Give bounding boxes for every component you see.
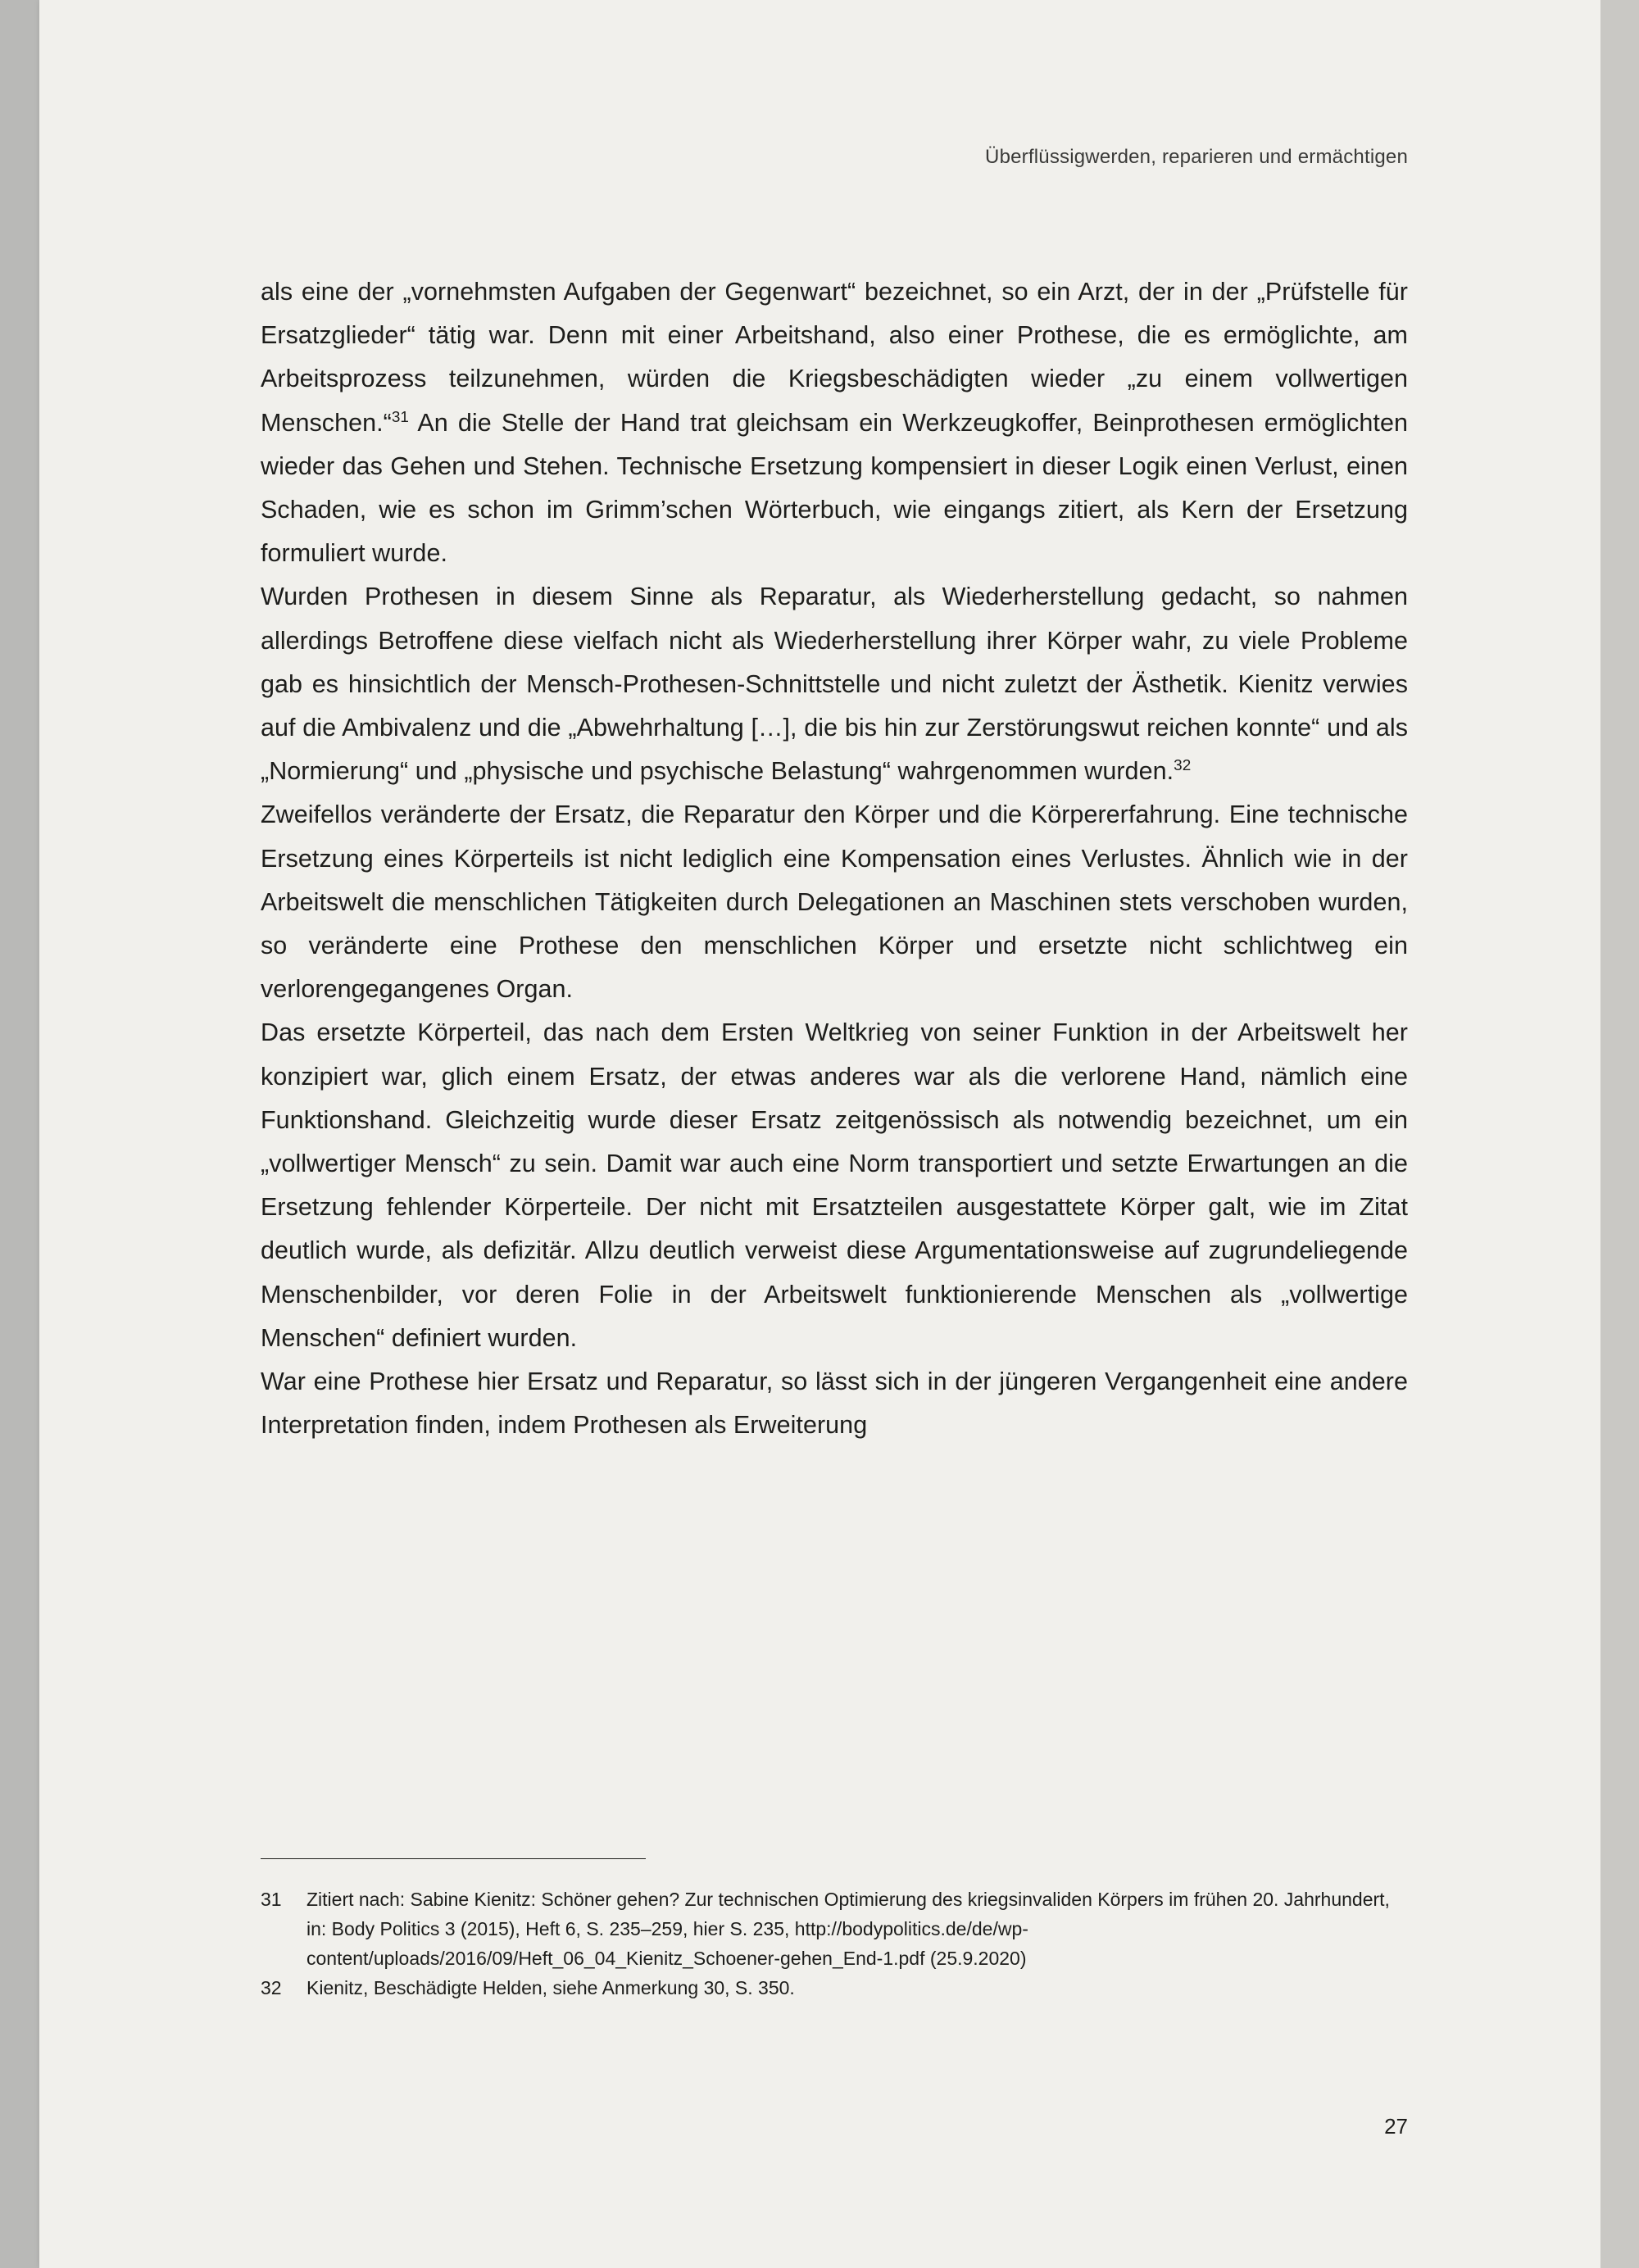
page-number: 27: [1384, 2114, 1408, 2139]
footnote-31-number: 31: [261, 1889, 282, 1910]
footnote-32-number: 32: [261, 1977, 282, 1998]
footnote-32: [261, 1973, 1408, 2003]
paragraph-1-text: als eine der „vornehmsten Aufgaben der Gegenwart“ bezeichnet, so ein Arzt, der in der „Prüfstelle für Ersatzglieder“ tätig war. Denn mit einer Arbeitshand, also einer Prothese, die es ermöglichte, am Arbeitsprozess teilzunehmen, würden die Kriegsbeschädigten wieder „zu einem vollwertigen Menschen.“: [261, 278, 1408, 437]
footnote-ref-32[interactable]: 32: [1174, 757, 1192, 775]
page-margin-left: [0, 0, 39, 2268]
paragraph-5: War eine Prothese hier Ersatz und Reparatur, so lässt sich in der jüngeren Vergangenheit eine andere Interpretation finden, indem Prothesen als Erweiterung: [261, 1368, 1408, 1440]
paragraph-4: Das ersetzte Körperteil, das nach dem Ersten Weltkrieg von seiner Funktion in der Arbeitswelt her konzipiert war, glich einem Ersatz, der etwas anderes war als die verlorene Hand, nämlich eine Funktionshand. Gleichzeitig wurde dieser Ersatz zeitgenössisch als notwendig bezeichnet, um ein „vollwertiger Mensch“ zu sein. Damit war auch eine Norm transportiert und setzte Erwartungen an die Ersetzung fehlender Körperteile. Der nicht mit Ersatzteilen ausgestattete Körper galt, wie im Zitat deutlich wurde, als defizitär. Allzu deutlich verweist diese Argumentationsweise auf zugrundeliegende Menschenbilder, vor deren Folie in der Arbeitswelt funktionierende Menschen als „vollwertige Menschen“ definiert wurden.: [261, 1018, 1408, 1352]
footnote-31: [261, 1885, 1408, 1973]
page-content: [261, 0, 1408, 2268]
document-page: [39, 0, 1600, 2268]
footnote-31-text: Zitiert nach: Sabine Kienitz: Schöner gehen? Zur technischen Optimierung des kriegsinvaliden Körpers im frühen 20. Jahrhundert, in: Body Politics 3 (2015), Heft 6, S. 235–259, hier S. 235, http://bodypolitics.de/de/wp-content/uploads/2016/09/Heft_06_04_Kienitz_Schoener-gehen_End-1.pdf (25.9.2020): [306, 1889, 1390, 1969]
footnote-32-text: Kienitz, Beschädigte Helden, siehe Anmerkung 30, S. 350.: [306, 1977, 795, 1998]
paragraph-2: [261, 575, 1408, 793]
paragraph-3: Zweifellos veränderte der Ersatz, die Reparatur den Körper und die Körpererfahrung. Eine technische Ersetzung eines Körperteils ist nicht lediglich eine Kompensation eines Verlustes. Ähnlich wie in der Arbeitswelt die menschlichen Tätigkeiten durch Delegationen an Maschinen stets verschoben wurden, so veränderte eine Prothese den menschlichen Körper und ersetzte nicht schlichtweg ein verlorengegangenes Organ.: [261, 801, 1408, 1004]
footnotes: [261, 1885, 1408, 2003]
footnote-separator: [261, 1858, 646, 1859]
running-head: Überflüssigwerden, reparieren und ermächtigen: [985, 146, 1408, 168]
paragraph-2-text: Wurden Prothesen in diesem Sinne als Reparatur, als Wiederherstellung gedacht, so nahmen allerdings Betroffene diese vielfach nicht als Wiederherstellung ihrer Körper wahr, zu viele Probleme gab es hinsichtlich der Mensch-Prothesen-Schnittstelle und nicht zuletzt der Ästhetik. Kienitz verwies auf die Ambivalenz und die „Abwehrhaltung […], die bis hin zur Zerstörungswut reichen konnte“ und als „Normierung“ und „physische und psychische Belastung“ wahrgenommen wurden.: [261, 583, 1408, 786]
paragraph-1: [261, 270, 1408, 575]
footnote-ref-31[interactable]: 31: [391, 408, 409, 426]
page-margin-right: [1600, 0, 1639, 2268]
body-text: [261, 270, 1408, 1447]
paragraph-1-tail: An die Stelle der Hand trat gleichsam ein Werkzeugkoffer, Beinprothesen ermöglichten wieder das Gehen und Stehen. Technische Ersetzung kompensiert in dieser Logik einen Verlust, einen Schaden, wie es schon im Grimm’schen Wörterbuch, wie eingangs zitiert, als Kern der Ersetzung formuliert wurde.: [261, 408, 1408, 568]
